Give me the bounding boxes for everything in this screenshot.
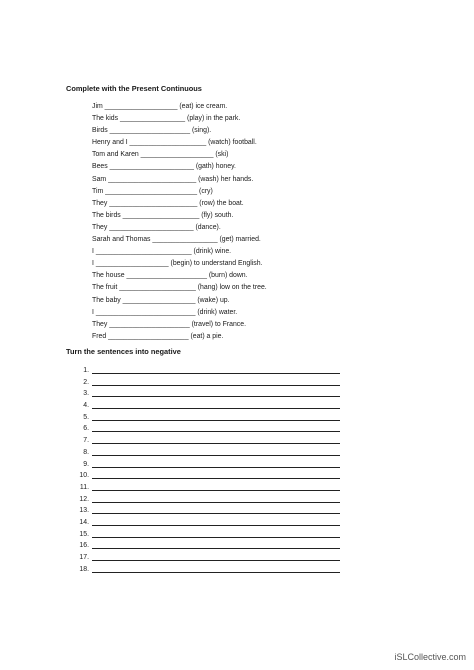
item-sentence: The birds ____________________ (fly) south. — [92, 211, 234, 219]
item-sentence: Tim ________________________ (cry) — [92, 187, 213, 195]
item-sentence: Sarah and Thomas _________________ (get) married. — [92, 236, 261, 244]
site-watermark: iSLCollective.com — [394, 652, 466, 662]
item-number: 6. — [83, 425, 89, 433]
item-sentence: I __________________________ (drink) water. — [92, 308, 238, 316]
item-number: 9. — [83, 460, 89, 468]
answer-blank-line[interactable] — [92, 396, 340, 397]
answer-blank-line[interactable] — [92, 490, 340, 491]
item-sentence: The fruit ____________________ (hang) low on the tree. — [92, 284, 267, 292]
item-number: 10. — [79, 472, 89, 480]
answer-blank-line[interactable] — [92, 560, 340, 561]
answer-blank-line[interactable] — [92, 455, 340, 456]
item-number: 8. — [83, 448, 89, 456]
item-number: 7. — [83, 437, 89, 445]
item-sentence: Fred _____________________ (eat) a pie. — [92, 332, 224, 340]
item-number: 16. — [79, 542, 89, 550]
item-sentence: I ___________________ (begin) to understand English. — [92, 260, 263, 268]
answer-blank-line[interactable] — [92, 502, 340, 503]
item-sentence: The baby ___________________ (wake) up. — [92, 296, 230, 304]
answer-blank-line[interactable] — [92, 513, 340, 514]
item-sentence: They _____________________ (travel) to France. — [92, 320, 246, 328]
answer-blank-line[interactable] — [92, 443, 340, 444]
answer-blank-line[interactable] — [92, 537, 340, 538]
item-sentence: I _________________________ (drink) wine. — [92, 248, 232, 256]
item-number: 15. — [79, 530, 89, 538]
item-sentence: They ______________________ (dance). — [92, 223, 221, 231]
item-sentence: Bees ______________________ (gath) honey. — [92, 163, 236, 171]
item-number: 13. — [79, 507, 89, 515]
item-number: 3. — [83, 390, 89, 398]
answer-blank-line[interactable] — [92, 385, 340, 386]
answer-blank-line[interactable] — [92, 431, 340, 432]
answer-blank-line[interactable] — [92, 420, 340, 421]
answer-blank-line[interactable] — [92, 548, 340, 549]
answer-blank-line[interactable] — [92, 478, 340, 479]
answer-blank-line[interactable] — [92, 572, 340, 573]
item-number: 11. — [79, 483, 89, 491]
item-number: 18. — [79, 565, 89, 573]
item-sentence: Henry and I ____________________ (watch) football. — [92, 139, 257, 147]
answer-blank-line[interactable] — [92, 467, 340, 468]
item-sentence: Tom and Karen ___________________ (ski) — [92, 151, 229, 159]
item-sentence: The kids _________________ (play) in the park. — [92, 115, 241, 123]
item-number: 4. — [83, 402, 89, 410]
item-number: 17. — [79, 554, 89, 561]
answer-blank-line[interactable] — [92, 373, 340, 374]
item-number: 5. — [83, 413, 89, 421]
item-sentence: They _______________________ (row) the boat. — [92, 199, 244, 207]
item-sentence: Birds _____________________ (sing). — [92, 127, 212, 135]
section-title-present-continuous: Complete with the Present Continuous — [66, 84, 202, 93]
item-sentence: Sam _______________________ (wash) her hands. — [92, 175, 254, 183]
section-title-negative: Turn the sentences into negative — [66, 347, 181, 356]
item-sentence: Jim ___________________ (eat) ice cream. — [92, 103, 228, 110]
item-number: 2. — [83, 378, 89, 386]
item-number: 14. — [79, 518, 89, 526]
answer-blank-line[interactable] — [92, 525, 340, 526]
item-sentence: The house _____________________ (burn) down. — [92, 272, 248, 280]
item-number: 1. — [83, 367, 89, 374]
item-number: 12. — [79, 495, 89, 503]
answer-blank-line[interactable] — [92, 408, 340, 409]
